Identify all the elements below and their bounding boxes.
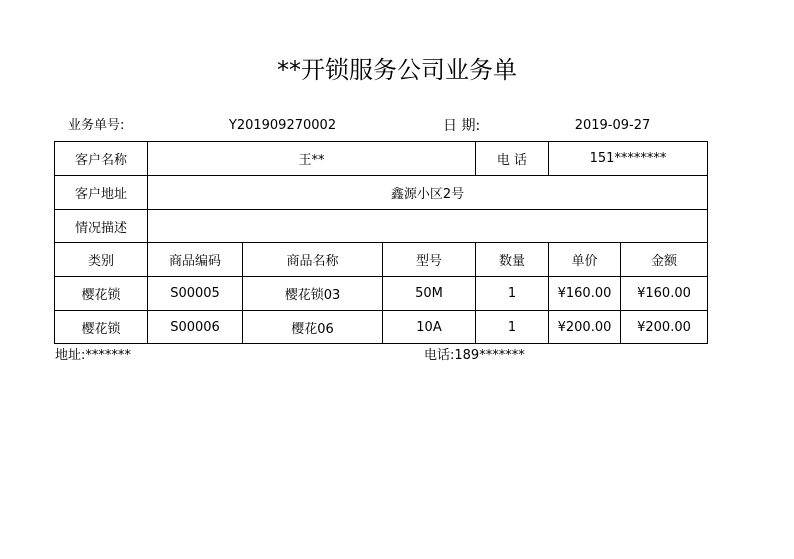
order-number-value: Y201909270002 xyxy=(228,118,337,133)
phone-label: 电 话 xyxy=(476,142,549,176)
header-amount: 金额 xyxy=(621,243,708,277)
table-row xyxy=(55,311,708,344)
date-value: 2019-09-27 xyxy=(574,118,651,133)
header-product-code: 商品编码 xyxy=(148,243,243,277)
row-product-name: 樱花06 xyxy=(243,311,383,344)
row-category: 樱花锁 xyxy=(55,277,148,311)
row-amount: ¥160.00 xyxy=(621,277,708,311)
phone-value: 151******** xyxy=(549,142,708,176)
row-model: 10A xyxy=(383,311,476,344)
footer-phone: 电话:189******* xyxy=(424,348,525,363)
customer-address-label: 客户地址 xyxy=(55,176,148,210)
header-category: 类别 xyxy=(55,243,148,277)
order-number-label: 业务单号: xyxy=(68,118,125,133)
row-unit-price: ¥200.00 xyxy=(549,311,621,344)
row-quantity: 1 xyxy=(476,311,549,344)
description-value xyxy=(148,210,708,243)
row-model: 50M xyxy=(383,277,476,311)
row-product-name: 樱花锁03 xyxy=(243,277,383,311)
row-amount: ¥200.00 xyxy=(621,311,708,344)
row-category: 樱花锁 xyxy=(55,311,148,344)
footer-address: 地址:******* xyxy=(55,348,131,363)
description-row xyxy=(55,210,708,243)
customer-name-row xyxy=(55,142,708,176)
header-unit-price: 单价 xyxy=(549,243,621,277)
document-title: **开锁服务公司业务单 xyxy=(277,56,517,84)
customer-address-value: 鑫源小区2号 xyxy=(148,176,708,210)
customer-address-row xyxy=(55,176,708,210)
customer-name-value: 王** xyxy=(148,142,476,176)
date-label: 日 期: xyxy=(443,118,481,134)
header-model: 型号 xyxy=(383,243,476,277)
customer-name-label: 客户名称 xyxy=(55,142,148,176)
header-quantity: 数量 xyxy=(476,243,549,277)
description-label: 情况描述 xyxy=(55,210,148,243)
items-header-row xyxy=(55,243,708,277)
row-unit-price: ¥160.00 xyxy=(549,277,621,311)
row-quantity: 1 xyxy=(476,277,549,311)
table-row xyxy=(55,277,708,311)
row-product-code: S00005 xyxy=(148,277,243,311)
row-product-code: S00006 xyxy=(148,311,243,344)
header-product-name: 商品名称 xyxy=(243,243,383,277)
order-form-table xyxy=(54,141,708,344)
